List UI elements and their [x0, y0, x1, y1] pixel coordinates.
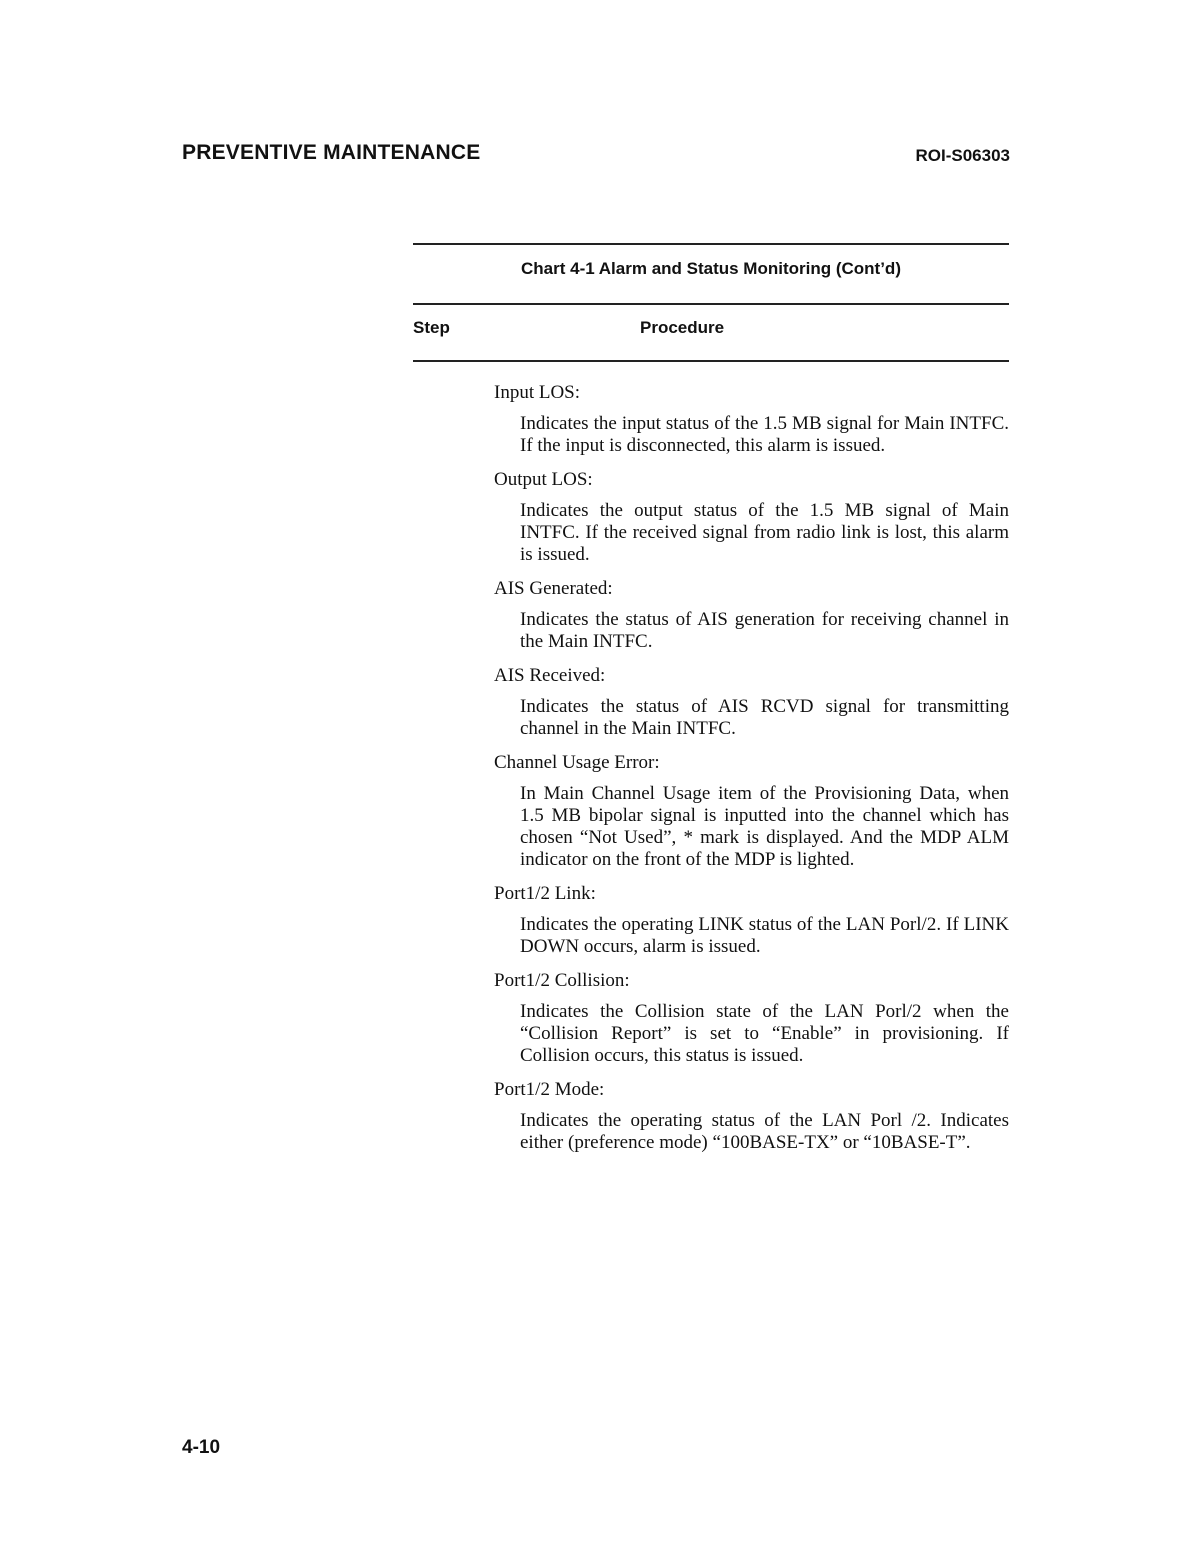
column-header-procedure: Procedure [640, 318, 725, 337]
entry-description: Indicates the operating status of the LAN Porl /2. Indicates either (preference mode) “100BASE-TX” or “10BASE-T”. [520, 1110, 1009, 1153]
entry-description: Indicates the operating LINK status of the LAN Porl/2. If LINK DOWN occurs, alarm is issued. [520, 914, 1009, 957]
list-item [494, 883, 1009, 958]
entry-description: Indicates the Collision state of the LAN Porl/2 when the “Collision Report” is set to “Enable” in provisioning. If Collision occurs, this status is issued. [520, 1001, 1009, 1066]
list-item [494, 469, 1009, 566]
list-item [494, 970, 1009, 1067]
entry-term: Output LOS: [494, 469, 593, 490]
list-item [494, 1079, 1009, 1154]
entry-term: Input LOS: [494, 382, 581, 403]
list-item [494, 382, 1009, 457]
entry-description: In Main Channel Usage item of the Provisioning Data, when 1.5 MB bipolar signal is inputted into the channel which has chosen “Not Used”, * mark is displayed. And the MDP ALM indicator on the front of the MDP is lighted. [520, 783, 1009, 870]
entry-term: Port1/2 Link: [494, 883, 596, 904]
chart-title-rule [413, 303, 1009, 305]
entry-term: AIS Received: [494, 665, 606, 686]
entry-term: Port1/2 Mode: [494, 1079, 605, 1100]
entry-description: Indicates the status of AIS RCVD signal for transmitting channel in the Main INTFC. [520, 696, 1009, 739]
entry-term: AIS Generated: [494, 578, 613, 599]
column-header-step: Step [413, 318, 450, 337]
chart-top-rule [413, 243, 1009, 245]
entry-term: Channel Usage Error: [494, 752, 660, 773]
entry-description: Indicates the output status of the 1.5 MB signal of Main INTFC. If the received signal from radio link is lost, this alarm is issued. [520, 500, 1009, 565]
list-item [494, 665, 1009, 740]
section-title: PREVENTIVE MAINTENANCE [182, 141, 481, 164]
procedure-list [494, 382, 1009, 1166]
list-item [494, 752, 1009, 871]
page-number: 4-10 [182, 1437, 221, 1458]
entry-description: Indicates the input status of the 1.5 MB signal for Main INTFC. If the input is disconnected, this alarm is issued. [520, 413, 1009, 456]
entry-description: Indicates the status of AIS generation for receiving channel in the Main INTFC. [520, 609, 1009, 652]
document-id: ROI-S06303 [915, 146, 1010, 165]
list-item [494, 578, 1009, 653]
entry-term: Port1/2 Collision: [494, 970, 630, 991]
column-header-rule [413, 360, 1009, 362]
chart-title: Chart 4-1 Alarm and Status Monitoring (Cont’d) [521, 259, 901, 278]
